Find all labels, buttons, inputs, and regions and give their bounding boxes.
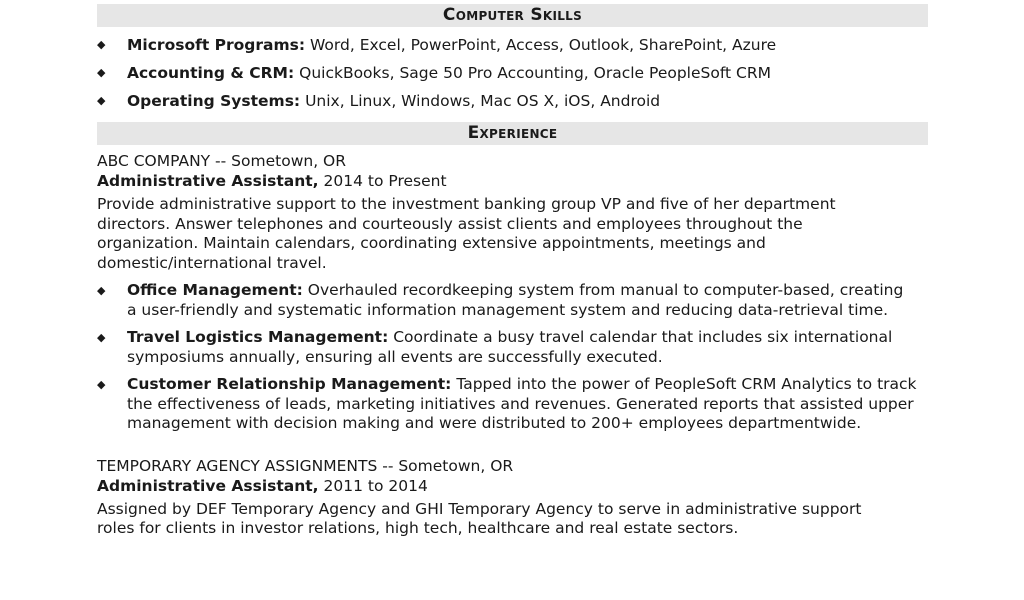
diamond-bullet-icon: ◆: [97, 66, 106, 79]
skill-label: Operating Systems:: [127, 92, 301, 110]
job-title: Administrative Assistant,: [97, 476, 319, 495]
company-line: ABC COMPANY -- Sometown, OR: [97, 152, 347, 170]
diamond-bullet-icon: ◆: [97, 38, 106, 51]
diamond-bullet-icon: ◆: [97, 378, 106, 391]
job-dates: 2011 to 2014: [318, 476, 428, 495]
skill-label: Microsoft Programs:: [127, 36, 306, 54]
responsibility-text: Coordinate a busy travel calendar that includes six international symposiums annually, ensuring all events are successfully executed.: [127, 328, 893, 366]
diamond-bullet-icon: ◆: [97, 331, 106, 344]
job-dates: 2014 to Present: [318, 172, 447, 190]
list-item: [97, 375, 917, 434]
skill-label: Accounting & CRM:: [127, 64, 295, 82]
job-entry-temporary: [97, 456, 928, 539]
skills-list: [97, 31, 928, 115]
skill-value: Word, Excel, PowerPoint, Access, Outlook, SharePoint, Azure: [305, 36, 777, 54]
job-title: Administrative Assistant,: [97, 172, 319, 190]
resume-page: [97, 4, 928, 539]
list-item: [97, 87, 928, 115]
experience-header: Experience: [97, 122, 928, 145]
job-description: Provide administrative support to the investment banking group VP and five of her department directors. Answer telephones and courteously assist clients and employees throughout the organization. Maintain calendars, coordinating extensive appointments, meetings and domestic/international travel.: [97, 195, 836, 272]
responsibilities-list: [97, 281, 928, 434]
diamond-bullet-icon: ◆: [97, 94, 106, 107]
skill-value: Unix, Linux, Windows, Mac OS X, iOS, Android: [300, 92, 661, 110]
list-item: [97, 328, 917, 367]
responsibility-label: Office Management:: [127, 281, 303, 299]
list-item: [97, 31, 928, 59]
responsibility-text: Tapped into the power of PeopleSoft CRM Analytics to track the effectiveness of leads, marketing initiatives and revenues. Generated reports that assisted upper management with decision making and were distributed to 200+ employees departmentwide.: [127, 375, 917, 432]
company-line: TEMPORARY AGENCY ASSIGNMENTS -- Sometown, OR: [97, 456, 514, 475]
diamond-bullet-icon: ◆: [97, 284, 106, 297]
job-entry-abc: [97, 151, 928, 434]
job-description: Assigned by DEF Temporary Agency and GHI Temporary Agency to serve in administrative support roles for clients in investor relations, high tech, healthcare and real estate sectors.: [97, 499, 862, 537]
job-title-line: [97, 476, 928, 496]
skill-value: QuickBooks, Sage 50 Pro Accounting, Oracle PeopleSoft CRM: [294, 64, 771, 82]
responsibility-label: Travel Logistics Management:: [127, 328, 389, 346]
list-item: [97, 59, 928, 87]
list-item: [97, 281, 917, 320]
computer-skills-header: Computer Skills: [97, 4, 928, 27]
responsibility-text: Overhauled recordkeeping system from manual to computer-based, creating a user-friendly and systematic information management system and reducing data-retrieval time.: [127, 281, 904, 319]
responsibility-label: Customer Relationship Management:: [127, 375, 452, 393]
job-title-line: [97, 171, 928, 191]
